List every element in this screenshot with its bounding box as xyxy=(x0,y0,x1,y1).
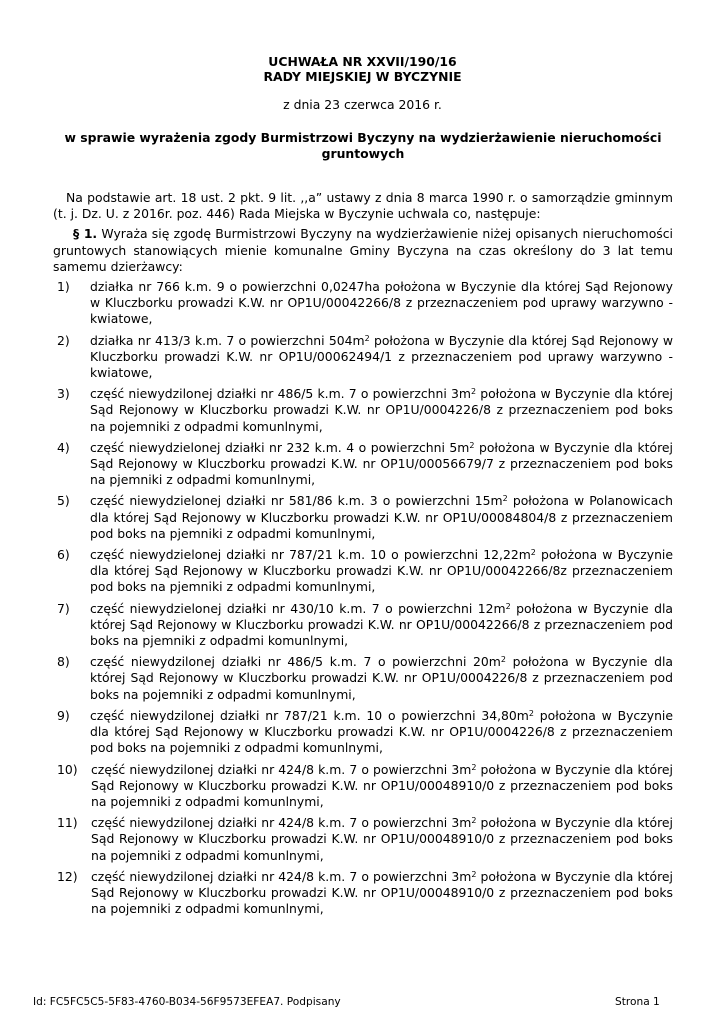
superscript-unit: 2 xyxy=(528,708,534,718)
list-item-text xyxy=(91,869,673,918)
list-item-number: 5) xyxy=(57,493,70,509)
list-item-text-start: działka nr 413/3 k.m. 7 o powierzchni 504m xyxy=(90,332,365,348)
list-item-number: 1) xyxy=(57,279,70,295)
list-item-text xyxy=(90,601,673,650)
list-item xyxy=(53,708,673,757)
list-item-text-start: część niewydzilonej działki nr 787/21 k.m. 10 o powierzchni 34,80m xyxy=(90,707,529,723)
list-item-number: 2) xyxy=(57,332,70,348)
superscript-unit: 2 xyxy=(471,869,477,879)
superscript-unit: 2 xyxy=(530,548,536,558)
list-item-text-start: część niewydzielonej działki nr 430/10 k.m. 7 o powierzchni 12m xyxy=(90,600,506,616)
list-item-text xyxy=(90,654,673,703)
title-line-1: UCHWAŁA NR XXVII/190/16 xyxy=(268,54,457,69)
list-item-text-start: część niewydzilonej działki nr 486/5 k.m. 7 o powierzchni 20m xyxy=(90,654,501,670)
list-item-text-start: działka nr 766 k.m. 9 o powierzchni 0,0247ha położona w Byczynie dla której Sąd Rejonowy w Kluczborku prowadzi K.W. nr OP1U/00042266/8 z przeznaczeniem pod uprawy warzywno - kwiatowe, xyxy=(90,279,673,327)
section-mark: § 1. xyxy=(73,226,98,242)
superscript-unit: 2 xyxy=(505,601,511,611)
list-item-number: 11) xyxy=(57,815,78,831)
list-item xyxy=(53,869,673,918)
list-item-text-end: położona w Byczynie dla której Sąd Rejonowy w Kluczborku prowadzi K.W. nr OP1U/00048910/0 z przeznaczeniem pod boks na pojemniki z odpadmi komunlnymi, xyxy=(91,815,673,863)
list-item-text-start: część niewydzielonej działki nr 232 k.m. 4 o powierzchni 5m xyxy=(90,439,470,455)
list-item-number: 6) xyxy=(57,547,70,563)
list-item-text xyxy=(90,547,673,596)
preamble: Na podstawie art. 18 ust. 2 pkt. 9 lit. ,,a” ustawy z dnia 8 marca 1990 r. o samorządzie gminnym (t. j. Dz. U. z 2016r. poz. 446) Rada Miejska w Byczynie uchwala co, następuje: xyxy=(53,190,673,222)
list-item-text xyxy=(90,440,673,489)
document-id: Id: FC5FC5C5-5F83-4760-B034-56F9573EFEA7. Podpisany xyxy=(33,996,341,1008)
list-item-text-end: położona w Byczynie dla której Sąd Rejonowy w Kluczborku prowadzi K.W. nr OP1U/0004226/8 z przeznaczeniem pod boks na pojemniki z odpadmi komunlnymi, xyxy=(90,654,673,702)
list-item-text-start: część niewydzielonej działki nr 787/21 k.m. 10 o powierzchni 12,22m xyxy=(90,547,531,563)
superscript-unit: 2 xyxy=(364,333,370,343)
list-item-number: 8) xyxy=(57,654,70,670)
list-item-text-end: położona w Byczynie dla której Sąd Rejonowy w Kluczborku prowadzi K.W. nr OP1U/00042266/8z przeznaczeniem pod boks na pjemniki z odpadmi komunlnymi, xyxy=(90,547,673,595)
document-body xyxy=(53,190,673,922)
resolution-subject: w sprawie wyrażenia zgody Burmistrzowi Byczyny na wydzierżawienie nieruchomości gruntowych xyxy=(64,130,662,161)
list-item-text-end: położona w Byczynie dla której Sąd Rejonowy w Kluczborku prowadzi K.W. nr OP1U/0004226/8 z przeznaczeniem pod boks na pojemniki z odpadmi komunlnymi, xyxy=(90,386,673,434)
list-item xyxy=(53,493,673,542)
list-item-text-end: położona w Byczynie dla której Sąd Rejonowy w Kluczborku prowadzi K.W. nr OP1U/00062494/1 z przeznaczeniem pod uprawy warzywno - kwiatowe, xyxy=(90,332,673,381)
list-item-number: 4) xyxy=(57,439,70,455)
section-1 xyxy=(53,226,673,275)
list-item-text-start: część niewydzilonej działki nr 424/8 k.m. 7 o powierzchni 3m xyxy=(91,761,472,777)
superscript-unit: 2 xyxy=(471,762,477,772)
list-item-text-start: część niewydzilonej działki nr 424/8 k.m. 7 o powierzchni 3m xyxy=(91,815,472,831)
list-item-text-end: położona w Byczynie dla której Sąd Rejonowy w Kluczborku prowadzi K.W. nr OP1U/00042266/8 z przeznaczeniem pod boks na pjemniki z odpadmi komunlnymi, xyxy=(90,600,673,649)
list-item xyxy=(53,762,673,811)
list-item-text-start: część niewydzilonej działki nr 424/8 k.m. 7 o powierzchni 3m xyxy=(91,868,472,884)
list-item xyxy=(53,654,673,703)
list-item-text xyxy=(91,762,673,811)
list-item-text xyxy=(90,493,673,542)
list-item-number: 9) xyxy=(57,707,70,723)
resolution-date: z dnia 23 czerwca 2016 r. xyxy=(283,97,442,112)
list-item xyxy=(53,386,673,435)
list-item xyxy=(53,601,673,650)
superscript-unit: 2 xyxy=(469,440,475,450)
list-item-number: 7) xyxy=(57,600,70,616)
list-item-text-end: położona w Byczynie dla której Sąd Rejonowy w Kluczborku prowadzi K.W. nr OP1U/00048910/0 z przeznaczeniem pod boks na pojemniki z odpadmi komunlnymi, xyxy=(91,868,673,917)
list-item-text xyxy=(90,708,673,757)
superscript-unit: 2 xyxy=(500,655,506,665)
list-item-text-end: położona w Byczynie dla której Sąd Rejonowy w Kluczborku prowadzi K.W. nr OP1U/00056679/7 z przeznaczeniem pod boks na pjemniki z odpadmi komunlnymi, xyxy=(90,439,673,488)
page-number: Strona 1 xyxy=(615,996,660,1008)
list-item-text xyxy=(91,815,673,864)
list-item-text xyxy=(90,386,673,435)
title-line-2: RADY MIEJSKIEJ W BYCZYNIE xyxy=(263,69,462,84)
list-item-text xyxy=(90,333,673,382)
list-item xyxy=(53,547,673,596)
list-item-number: 12) xyxy=(57,868,78,884)
superscript-unit: 2 xyxy=(502,494,508,504)
resolution-title xyxy=(0,54,725,84)
list-item xyxy=(53,279,673,328)
parcel-list xyxy=(53,279,673,917)
list-item-number: 3) xyxy=(57,386,70,402)
superscript-unit: 2 xyxy=(470,387,477,397)
list-item xyxy=(53,815,673,864)
superscript-unit: 2 xyxy=(471,816,477,826)
list-item-number: 10) xyxy=(57,761,78,777)
list-item-text-start: część niewydzilonej działki nr 486/5 k.m. 7 o powierzchni 3m xyxy=(90,386,471,402)
list-item-text-end: położona w Polanowicach dla której Sąd Rejonowy w Kluczborku prowadzi K.W. nr OP1U/00084804/8 z przeznaczeniem pod boks na pjemniki z odpadmi komunlnymi, xyxy=(90,493,673,541)
list-item-text-start: część niewydzielonej działki nr 581/86 k.m. 3 o powierzchni 15m xyxy=(90,493,503,509)
list-item xyxy=(53,333,673,382)
section-1-text: Wyraża się zgodę Burmistrzowi Byczyny na wydzierżawienie niżej opisanych nieruchomości gruntowych stanowiących mienie komunalne Gminy Byczyna na czas określony do 3 lat temu samemu dzierżawcy: xyxy=(53,226,673,274)
list-item-text-end: położona w Byczynie dla której Sąd Rejonowy w Kluczborku prowadzi K.W. nr OP1U/0004226/8 z przeznaczeniem pod boks na pojemniki z odpadmi komunlnymi, xyxy=(90,707,673,756)
list-item-text-end: położona w Byczynie dla której Sąd Rejonowy w Kluczborku prowadzi K.W. nr OP1U/00048910/0 z przeznaczeniem pod boks na pojemniki z odpadmi komunlnymi, xyxy=(91,761,673,809)
list-item-text xyxy=(90,279,673,328)
list-item xyxy=(53,440,673,489)
